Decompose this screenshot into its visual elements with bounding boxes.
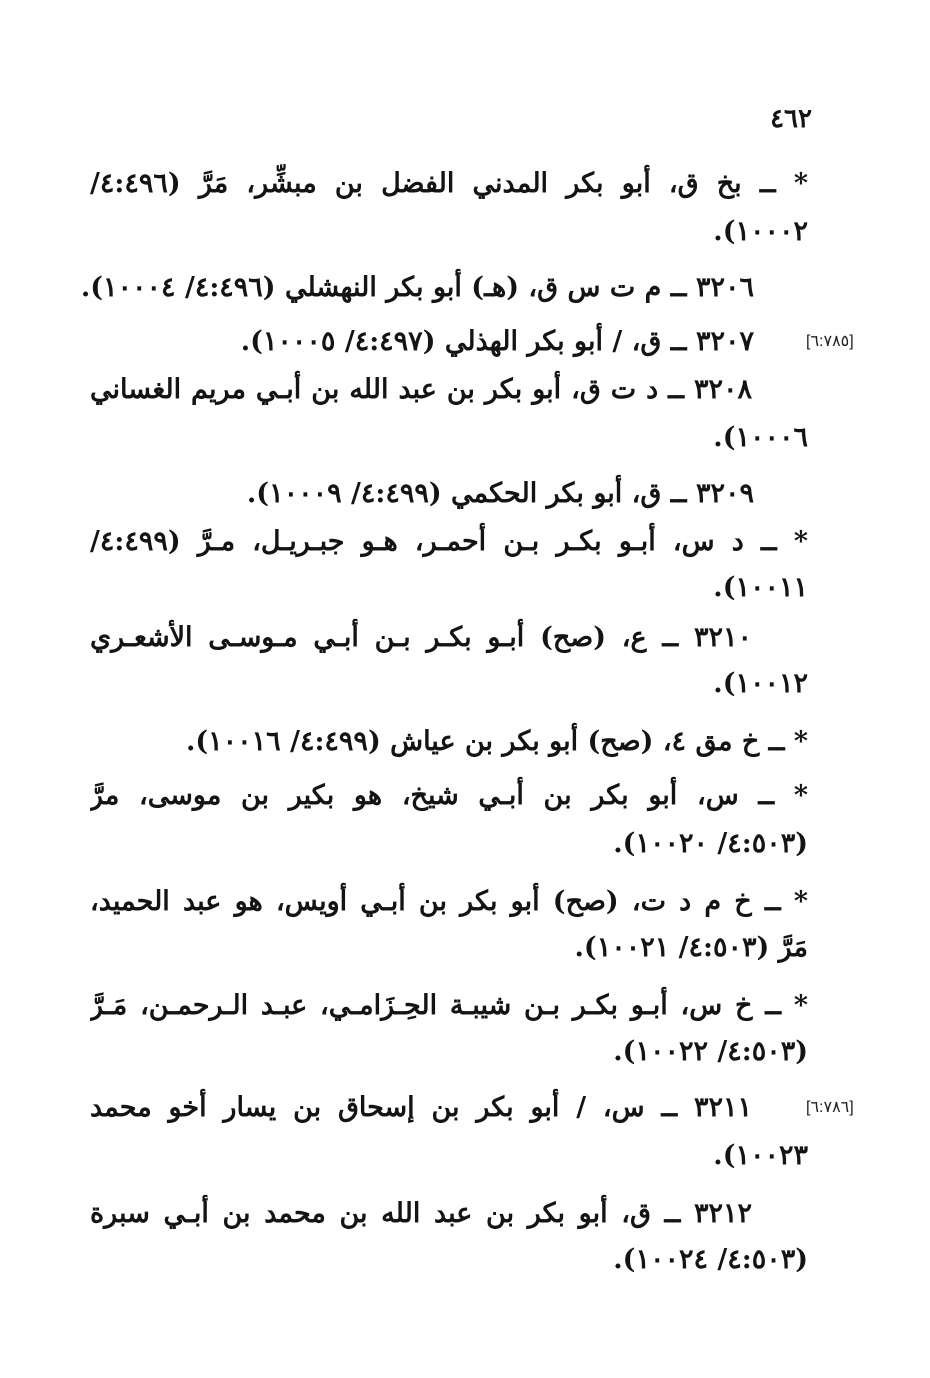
text-line: ١٠٠١٢). bbox=[713, 668, 808, 699]
page-number: ٤٦٢ bbox=[770, 104, 812, 134]
text-line: ٣٢٠٩ ــ ق، أبو بكر الحكمي (٤:٤٩٩/ ١٠٠٠٩). bbox=[246, 478, 754, 509]
margin-reference: [٦:٧٨٥] bbox=[806, 333, 854, 350]
text-line: * ــ بخ ق، أبو بكر المدني الفضل بن مبشِّر، مَرَّ (٤:٤٩٦/ bbox=[90, 168, 808, 199]
text-line: ٣٢٠٧ ــ ق، / أبو بكر الهذلي (٤:٤٩٧/ ١٠٠٠٥). bbox=[240, 326, 754, 357]
text-line: ١٠٠٢٣). bbox=[713, 1140, 808, 1171]
text-line: * ــ خ م د ت، (صح) أبو بكر بن أبـي أويس، هو عبد الحميد، bbox=[90, 886, 808, 917]
margin-reference: [٦:٧٨٦] bbox=[806, 1099, 854, 1116]
text-line: (٤:٥٠٣/ ١٠٠٢٢). bbox=[613, 1036, 808, 1067]
text-line: ١٠٠١١). bbox=[713, 572, 808, 603]
text-line: * ــ خ س، أبـو بكـر بـن شيبـة الحِـزَامـي، عبـد الـرحمـن، مَـرَّ bbox=[90, 990, 808, 1021]
text-line: ٣٢٠٦ ــ م ت س ق، (هـ) أبو بكر النهشلي (٤:٤٩٦/ ١٠٠٠٤). bbox=[80, 272, 754, 303]
text-line: ٣٢١١ ــ س، / أبو بكر بن إسحاق بن يسار أخو محمد bbox=[90, 1092, 752, 1123]
text-line: (٤:٥٠٣/ ١٠٠٢٠). bbox=[613, 828, 808, 859]
text-line: * ــ س، أبو بكر بن أبـي شيخ، هو بكير بن موسى، مرَّ bbox=[90, 780, 808, 811]
text-line: * ــ خ مق ٤، (صح) أبو بكر بن عياش (٤:٤٩٩/ ١٠٠١٦). bbox=[185, 726, 808, 757]
text-line: (٤:٥٠٣/ ١٠٠٢٤). bbox=[613, 1244, 808, 1275]
text-line: ١٠٠٠٦). bbox=[713, 422, 808, 453]
text-line: ٣٢١٢ ــ ق، أبو بكر بن عبد الله بن محمد بن أبـي سبرة bbox=[90, 1198, 752, 1229]
text-line: مَرَّ (٤:٥٠٣/ ١٠٠٢١). bbox=[574, 932, 808, 963]
text-line: ٣٢١٠ ــ ع، (صح) أبـو بكـر بـن أبـي مـوسـى الأشعـري bbox=[90, 622, 752, 653]
text-line: ١٠٠٠٢). bbox=[713, 216, 808, 247]
text-line: * ــ د س، أبـو بكـر بـن أحمـر، هـو جبـريـل، مـرَّ (٤:٤٩٩/ bbox=[90, 526, 808, 557]
text-line: ٣٢٠٨ ــ د ت ق، أبو بكر بن عبد الله بن أبـي مريم الغساني bbox=[90, 374, 752, 405]
